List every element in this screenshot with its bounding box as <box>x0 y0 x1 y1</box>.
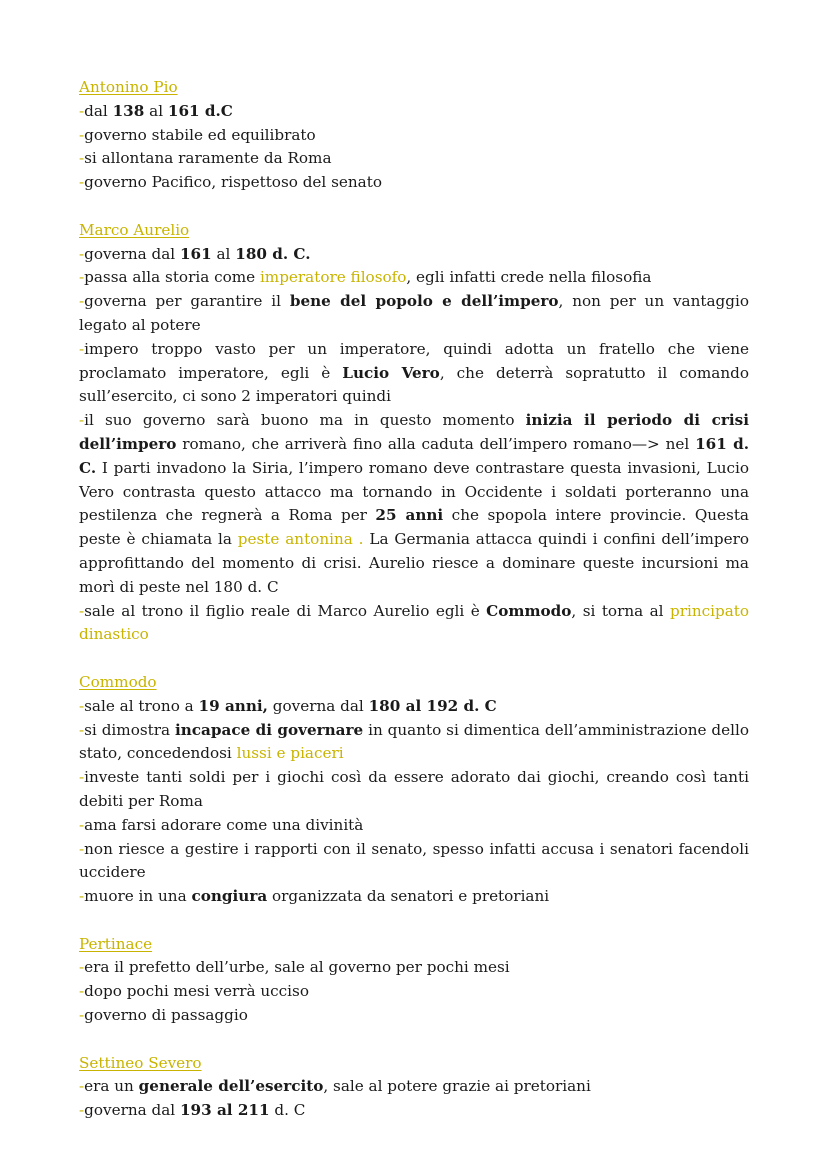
bullet-line <box>79 1004 749 1028</box>
bullet-dash: - <box>79 244 85 263</box>
bold-text: 161 <box>179 244 212 263</box>
text-run: al <box>144 101 168 120</box>
text-run: romano, che arriverà fino alla caduta dell’impero romano—> nel <box>176 434 696 453</box>
section <box>79 76 749 195</box>
bullet-line <box>79 600 749 648</box>
bold-text: 161 d.C <box>167 101 233 120</box>
bullet-dash: - <box>79 292 85 311</box>
bold-text: generale dell’esercito <box>138 1077 324 1096</box>
text-run: sale al trono il figlio reale di Marco Aurelio egli è <box>84 601 487 620</box>
text-run: che spopola intere provincie. Questa peste è chiamata la <box>79 506 749 549</box>
bullet-dash: - <box>79 815 85 834</box>
section-heading: Settineo Severo <box>79 1053 202 1072</box>
bullet-line <box>79 290 749 338</box>
bullet-line <box>79 1099 749 1123</box>
bullet-line <box>79 766 749 814</box>
text-run: passa alla storia come <box>84 268 260 287</box>
section <box>79 219 749 647</box>
bullet-dash: - <box>79 125 85 144</box>
text-run: , non per un vantaggio legato al potere <box>79 292 749 334</box>
text-run: al <box>211 244 236 263</box>
bullet-dash: - <box>79 149 85 168</box>
bullet-line <box>79 885 749 909</box>
bullet-line <box>79 338 749 409</box>
bullet-dash: - <box>79 696 85 715</box>
bullet-dash: - <box>79 768 85 787</box>
text-run: governo Pacifico, rispettoso del senato <box>84 173 382 192</box>
bold-text: Commodo <box>486 601 572 620</box>
bold-text: Lucio Vero <box>342 363 440 382</box>
bold-text: 19 anni, <box>198 696 268 715</box>
bold-text: bene del popolo e dell’impero <box>289 292 559 311</box>
text-run: in quanto si dimentica dell’amministrazione dello stato, concedendosi <box>79 720 749 763</box>
text-run: d. C <box>269 1101 306 1120</box>
bullet-line <box>79 124 749 148</box>
bullet-dash: - <box>79 1077 85 1096</box>
highlighted-text: principato dinastico <box>79 601 750 644</box>
bold-text: 138 <box>112 101 145 120</box>
bullet-line <box>79 147 749 171</box>
bullet-dash: - <box>79 268 85 287</box>
text-run: , si torna al <box>571 601 670 620</box>
bullet-line <box>79 409 749 599</box>
section-heading: Pertinace <box>79 934 153 953</box>
bullet-dash: - <box>79 601 85 620</box>
text-run: governa per garantire il <box>84 292 290 311</box>
text-run: governo stabile ed equilibrato <box>84 125 316 144</box>
bullet-line <box>79 100 749 124</box>
text-run: , sale al potere grazie ai pretoriani <box>323 1077 591 1096</box>
text-run: organizzata da senatori e pretoriani <box>267 887 550 906</box>
bullet-dash: - <box>79 887 85 906</box>
section-heading: Antonino Pio <box>79 78 178 96</box>
bullet-dash: - <box>79 1101 85 1120</box>
document-page <box>79 76 749 1147</box>
text-run: era il prefetto dell’urbe, sale al governo per pochi mesi <box>84 958 510 977</box>
text-run: si allontana raramente da Roma <box>84 149 332 168</box>
bullet-line <box>79 171 749 195</box>
text-run: investe tanti soldi per i giochi così da essere adorato dai giochi, creando così tanti debiti per Roma <box>79 768 749 810</box>
section-heading: Marco Aurelio <box>79 220 190 239</box>
text-run: sale al trono a <box>84 696 199 715</box>
bullet-line <box>79 266 749 290</box>
text-run: governa dal <box>267 696 369 715</box>
bullet-line <box>79 838 749 886</box>
text-run: il suo governo sarà buono ma in questo momento <box>84 411 526 430</box>
bullet-dash: - <box>79 1006 85 1025</box>
bold-text: incapace di governare <box>174 720 364 739</box>
text-run: muore in una <box>84 887 192 906</box>
highlighted-text: peste antonina . <box>237 530 364 549</box>
bold-text: inizia il periodo di crisi dell’impero <box>79 411 749 453</box>
bullet-dash: - <box>79 839 85 858</box>
bold-text: 180 al 192 d. C <box>368 696 497 715</box>
bullet-dash: - <box>79 982 85 1001</box>
bullet-dash: - <box>79 411 85 430</box>
text-run: non riesce a gestire i rapporti con il senato, spesso infatti accusa i senatori facendoli uccidere <box>79 839 749 882</box>
text-run: governa dal <box>84 244 180 263</box>
text-run: ama farsi adorare come una divinità <box>84 815 364 834</box>
bullet-line <box>79 243 749 267</box>
bullet-line <box>79 719 749 767</box>
section <box>79 671 749 909</box>
bold-text: 161 d. C. <box>79 434 749 477</box>
text-run: era un <box>84 1077 139 1096</box>
bullet-dash: - <box>79 173 85 192</box>
text-run: impero troppo vasto per un imperatore, quindi adotta un fratello che viene proclamato imperatore, egli è <box>79 339 749 382</box>
text-run: si dimostra <box>84 720 175 739</box>
highlighted-text: imperatore filosofo <box>259 268 407 287</box>
bullet-line <box>79 980 749 1004</box>
highlighted-text: lussi e piaceri <box>236 744 344 763</box>
text-run: I parti invadono la Siria, l’impero romano deve contrastare questa invasioni, Lucio Vero contrasta questo attacco ma tornando in Occidente i soldati porteranno una pestilenza che regnerà a Roma per <box>79 458 749 525</box>
bullet-dash: - <box>79 339 85 358</box>
text-run: , egli infatti crede nella filosofia <box>406 268 652 287</box>
text-run: dopo pochi mesi verrà ucciso <box>84 982 309 1001</box>
bold-text: congiura <box>191 887 268 906</box>
bullet-dash: - <box>79 720 85 739</box>
bold-text: 180 d. C. <box>235 244 311 263</box>
section <box>79 1052 749 1123</box>
bullet-line <box>79 695 749 719</box>
bullet-dash: - <box>79 958 85 977</box>
bold-text: 193 al 211 <box>179 1101 270 1120</box>
section-heading: Commodo <box>79 672 157 691</box>
bullet-line <box>79 814 749 838</box>
text-run: , che deterrà sopratutto il comando sull’esercito, ci sono 2 imperatori quindi <box>79 363 750 406</box>
bullet-dash: - <box>79 101 85 120</box>
bullet-line <box>79 1075 749 1099</box>
text-run: governa dal <box>84 1101 180 1120</box>
section <box>79 933 749 1028</box>
text-run: dal <box>84 101 113 120</box>
text-run: governo di passaggio <box>84 1006 248 1025</box>
text-run: La Germania attacca quindi i confini dell’impero approfittando del momento di crisi. Aurelio riesce a dominare queste incursioni ma morì di peste nel 180 d. C <box>79 530 750 596</box>
bullet-line <box>79 956 749 980</box>
bold-text: 25 anni <box>375 506 444 525</box>
